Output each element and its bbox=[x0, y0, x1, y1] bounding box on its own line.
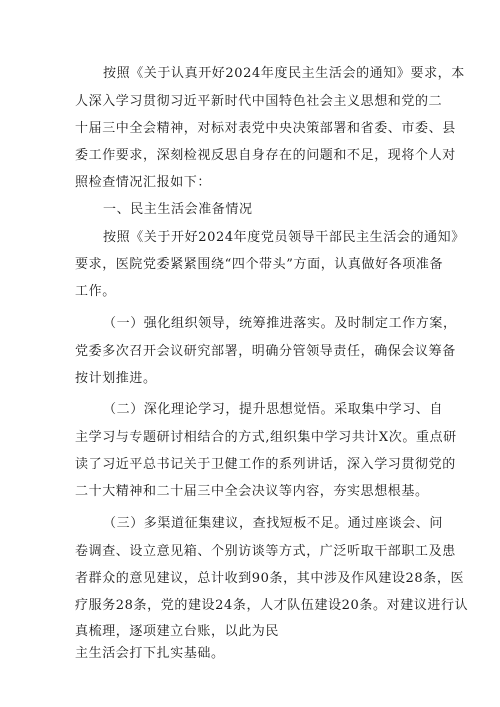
paragraph-line: （一）强化组织领导，统筹推进落实。及时制定工作方案， bbox=[103, 316, 457, 331]
paragraph-line: 者群众的意见建议，总计收到90条，其中涉及作风建设28条，医 bbox=[75, 571, 465, 586]
paragraph-line: 卷调查、设立意见箱、个别访谈等方式，广泛听取干部职工及患 bbox=[75, 544, 456, 559]
paragraph-line: 十届三中全会精神，对标对表党中央决策部署和省委、市委、县 bbox=[75, 121, 456, 136]
paragraph-line: 真梳理，逐项建立台账，以此为民 bbox=[75, 624, 280, 639]
paragraph-line: 党委多次召开会议研究部署，明确分管领导责任，确保会议筹备 bbox=[75, 344, 456, 359]
paragraph-line: （二）深化理论学习，提升思想觉悟。采取集中学习、自 bbox=[103, 402, 444, 417]
paragraph-line: 按计划推进。 bbox=[75, 371, 157, 386]
paragraph-line: 主学习与专题研讨相结合的方式,组织集中学习共计X次。重点研 bbox=[75, 430, 457, 445]
paragraph-line: 二十大精神和二十届三中全会决议等内容，夯实思想根基。 bbox=[75, 484, 429, 499]
paragraph-line: 疗服务28条，党的建设24条，人才队伍建设20条。对建议进行认 bbox=[75, 598, 469, 613]
paragraph-line: （三）多渠道征集建议，查找短板不足。通过座谈会、问 bbox=[103, 516, 444, 531]
paragraph-line: 主生活会打下扎实基础。 bbox=[75, 646, 225, 661]
paragraph-line: 委工作要求，深刻检视反思自身存在的问题和不足，现将个人对 bbox=[75, 148, 456, 163]
paragraph-line: 要求，医院党委紧紧围绕“四个带头”方面，认真做好各项准备 bbox=[75, 257, 444, 272]
paragraph-line: 读了习近平总书记关于卫健工作的系列讲话，深入学习贯彻党的 bbox=[75, 457, 456, 472]
section-heading: 一、民主生活会准备情况 bbox=[103, 202, 253, 217]
paragraph-line: 照检查情况汇报如下： bbox=[75, 175, 212, 190]
paragraph-line: 人深入学习贯彻习近平新时代中国特色社会主义思想和党的二 bbox=[75, 94, 443, 109]
paragraph-line: 按照《关于认真开好2024年度民主生活会的通知》要求，本 bbox=[103, 66, 465, 81]
paragraph-line: 工作。 bbox=[75, 284, 116, 299]
paragraph-line: 按照《关于开好2024年度党员领导干部民主生活会的通知》 bbox=[103, 230, 465, 245]
